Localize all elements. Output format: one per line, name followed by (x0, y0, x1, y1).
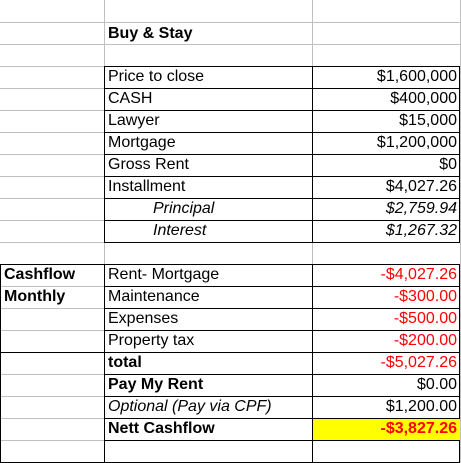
row-label-installment: Installment (108, 178, 186, 195)
row-value-installment: $4,027.26 (385, 178, 457, 195)
total-value: -$5,027.26 (380, 354, 457, 371)
row-value-property-tax: -$200.00 (393, 332, 457, 349)
row-value-maintenance: -$300.00 (393, 288, 457, 305)
row-label-principal: Principal (153, 200, 215, 217)
row-value-cash: $400,000 (390, 90, 457, 107)
total-label: total (108, 354, 142, 371)
optional-value: $1,200.00 (385, 398, 457, 415)
row-value-lawyer: $15,000 (399, 112, 457, 129)
nett-cashflow-value: -$3,827.26 (313, 419, 460, 440)
row-value-gross-rent: $0 (439, 156, 457, 173)
row-label-gross-rent: Gross Rent (108, 156, 189, 173)
row-label-lawyer: Lawyer (108, 112, 160, 129)
row-label-cash: CASH (108, 90, 153, 107)
row-value-price-to-close: $1,600,000 (376, 68, 457, 85)
optional-label: Optional (Pay via CPF) (108, 398, 272, 415)
row-value-interest: $1,267.32 (385, 222, 457, 239)
row-value-principal: $2,759.94 (385, 200, 457, 217)
nett-cashflow-label: Nett Cashflow (108, 420, 215, 437)
row-value-mortgage: $1,200,000 (376, 134, 457, 151)
row-value-expenses: -$500.00 (393, 310, 457, 327)
row-label-expenses: Expenses (108, 310, 179, 327)
row-label-property-tax: Property tax (108, 332, 195, 349)
row-label-interest: Interest (153, 222, 207, 239)
cashflow-label: Cashflow (4, 266, 76, 283)
section-title: Buy & Stay (108, 25, 193, 42)
pay-my-rent-label: Pay My Rent (108, 376, 204, 393)
row-label-price-to-close: Price to close (108, 68, 205, 85)
row-label-rent-mortgage: Rent- Mortgage (108, 266, 220, 283)
row-label-maintenance: Maintenance (108, 288, 200, 305)
pay-my-rent-value: $0.00 (416, 376, 457, 393)
monthly-label: Monthly (4, 288, 66, 305)
row-label-mortgage: Mortgage (108, 134, 176, 151)
row-value-rent-mortgage: -$4,027.26 (380, 266, 457, 283)
